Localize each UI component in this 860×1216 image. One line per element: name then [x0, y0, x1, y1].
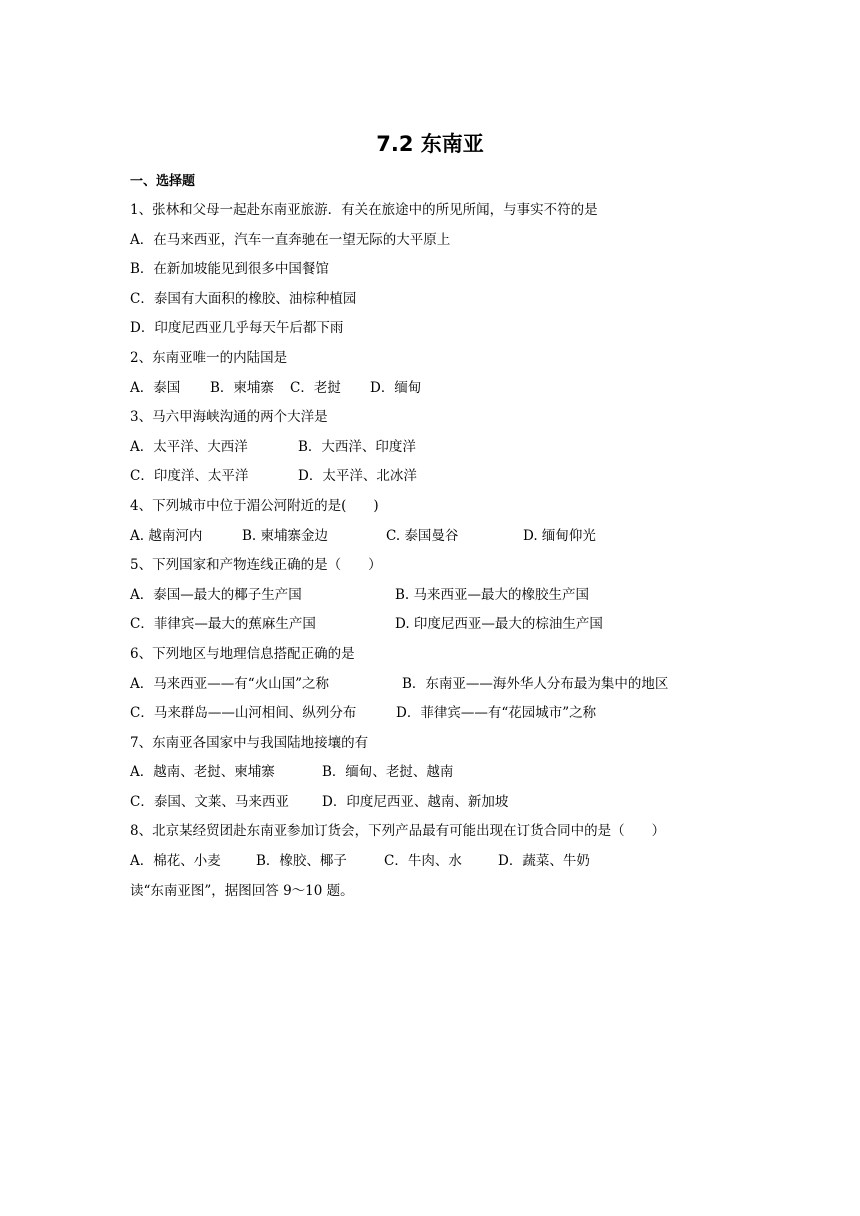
option: D．太平洋、北冰洋 [298, 468, 417, 485]
option-line [130, 674, 770, 704]
page-title: 7.2 东南亚 [376, 132, 484, 156]
option-line [130, 585, 770, 615]
option: A．太平洋、大西洋 [130, 438, 248, 455]
question-stem: 6、下列地区与地理信息搭配正确的是 [130, 645, 355, 662]
option: C．印度洋、太平洋 [130, 468, 249, 485]
option: A．泰国—最大的椰子生产国 [130, 586, 302, 603]
option: B. 马来西亚—最大的橡胶生产国 [395, 586, 590, 603]
question-stem: 7、东南亚各国家中与我国陆地接壤的有 [130, 734, 369, 751]
option: C．泰国有大面积的橡胶、油棕种植园 [130, 290, 357, 307]
option: A．在马来西亚，汽车一直奔驰在一望无际的大平原上 [130, 231, 451, 248]
option: A．棉花、小麦 [130, 853, 221, 870]
option-line [130, 318, 770, 348]
option: D．印度尼西亚几乎每天午后都下雨 [130, 320, 344, 337]
option: D. 缅甸仰光 [523, 527, 596, 544]
option: B．在新加坡能见到很多中国餐馆 [130, 261, 329, 278]
map-reading-note: 读“东南亚图”，据图回答 9～10 题。 [130, 882, 354, 899]
option: D．菲律宾——有“花园城市”之称 [396, 705, 597, 722]
option-line [130, 851, 770, 881]
option: C．泰国、文莱、马来西亚 [130, 793, 289, 810]
option-line [130, 230, 770, 260]
option: D．印度尼西亚、越南、新加坡 [322, 793, 509, 810]
option-line [130, 614, 770, 644]
question-stem: 1、张林和父母一起赴东南亚旅游．有关在旅途中的所见所闻，与事实不符的是 [130, 202, 598, 218]
option-line [130, 466, 770, 496]
option: A. 越南河内 [130, 527, 203, 544]
option: A．泰国 [130, 379, 181, 396]
option: C．菲律宾—最大的蕉麻生产国 [130, 616, 316, 633]
option-line [130, 259, 770, 289]
option-line [130, 437, 770, 467]
option: D．缅甸 [370, 379, 422, 396]
option: A．越南、老挝、柬埔寨 [130, 764, 275, 781]
option: C．马来群岛——山河相间、纵列分布 [130, 705, 357, 722]
option: B．柬埔寨 [210, 379, 274, 396]
option-line [130, 289, 770, 319]
option: C．老挝 [290, 379, 341, 396]
question-stem: 2、东南亚唯一的内陆国是 [130, 349, 288, 366]
question-stem: 8、北京某经贸团赴东南亚参加订货会，下列产品最有可能出现在订货合同中的是（ ） [130, 823, 666, 840]
option: C．牛肉、水 [384, 853, 462, 870]
option-line [130, 792, 770, 822]
question-stem: 5、下列国家和产物连线正确的是（ ） [130, 557, 382, 574]
option: D．蔬菜、牛奶 [498, 853, 590, 870]
option: B. 柬埔寨金边 [242, 527, 329, 544]
option-line [130, 703, 770, 733]
option: B．东南亚——海外华人分布最为集中的地区 [402, 675, 669, 692]
option: B．缅甸、老挝、越南 [322, 764, 454, 781]
option: B．橡胶、椰子 [256, 853, 347, 870]
option-line [130, 762, 770, 792]
question-list [130, 200, 770, 910]
question-stem: 4、下列城市中位于湄公河附近的是( ) [130, 497, 379, 514]
option-line [130, 378, 770, 408]
option-line [130, 526, 770, 556]
section-heading: 一、选择题 [130, 174, 196, 189]
option: B．大西洋、印度洋 [298, 438, 416, 455]
option: A．马来西亚——有“火山国”之称 [130, 675, 330, 692]
option: C. 泰国曼谷 [386, 527, 459, 544]
question-stem: 3、马六甲海峡沟通的两个大洋是 [130, 409, 328, 426]
option: D. 印度尼西亚—最大的棕油生产国 [395, 616, 603, 633]
